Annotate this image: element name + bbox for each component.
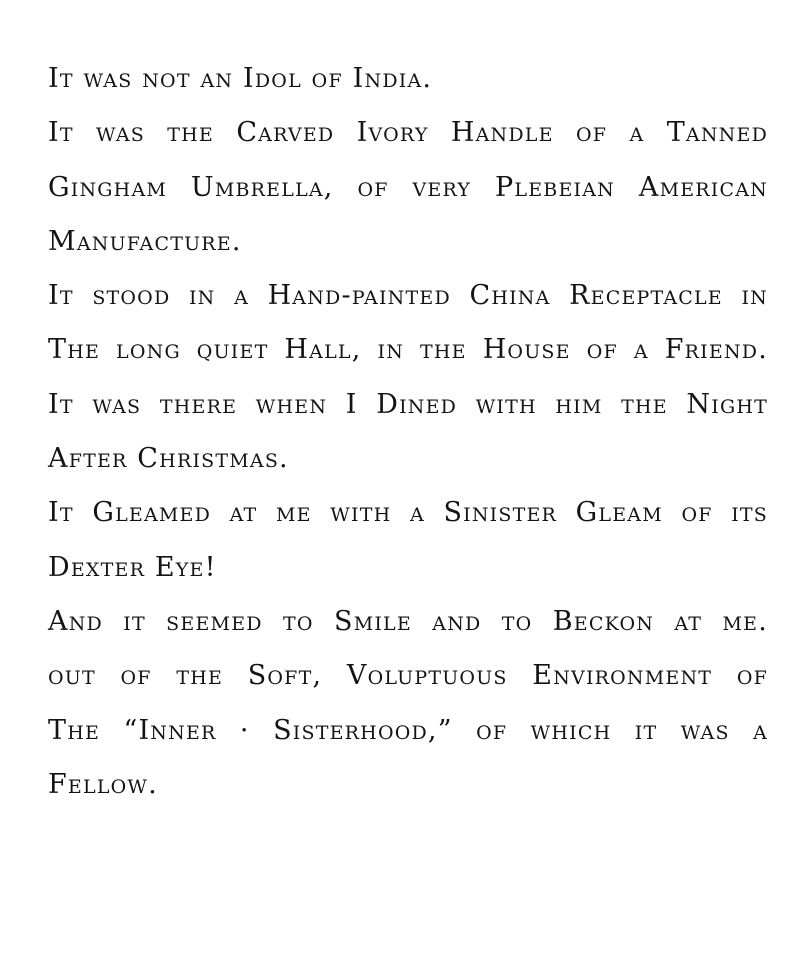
text-line: Dexter Eye! [48, 551, 217, 583]
text-line: out of the Soft, Voluptuous Environment of [48, 660, 768, 692]
text-line: The “Inner · Sisterhood,” of which it was a [48, 714, 768, 746]
text-block [48, 52, 768, 812]
text-line: Manufacture. [48, 225, 242, 257]
text-line: And it seemed to Smile and to Beckon at me. [48, 605, 768, 637]
text-line: It was not an Idol of India. [48, 63, 433, 94]
text-line: It was there when I Dined with him the Night [48, 388, 768, 420]
text-line: The long quiet Hall, in the House of a Friend. [48, 334, 768, 366]
text-line: It Gleamed at me with a Sinister Gleam of its [48, 497, 768, 529]
text-line: Gingham Umbrella, of very Plebeian American [48, 171, 768, 203]
text-line: It stood in a Hand-painted China Receptacle in [48, 280, 768, 312]
text-line: It was the Carved Ivory Handle of a Tanned [48, 117, 768, 149]
text-line: After Christmas. [48, 443, 289, 475]
text-line: Fellow. [48, 768, 158, 800]
